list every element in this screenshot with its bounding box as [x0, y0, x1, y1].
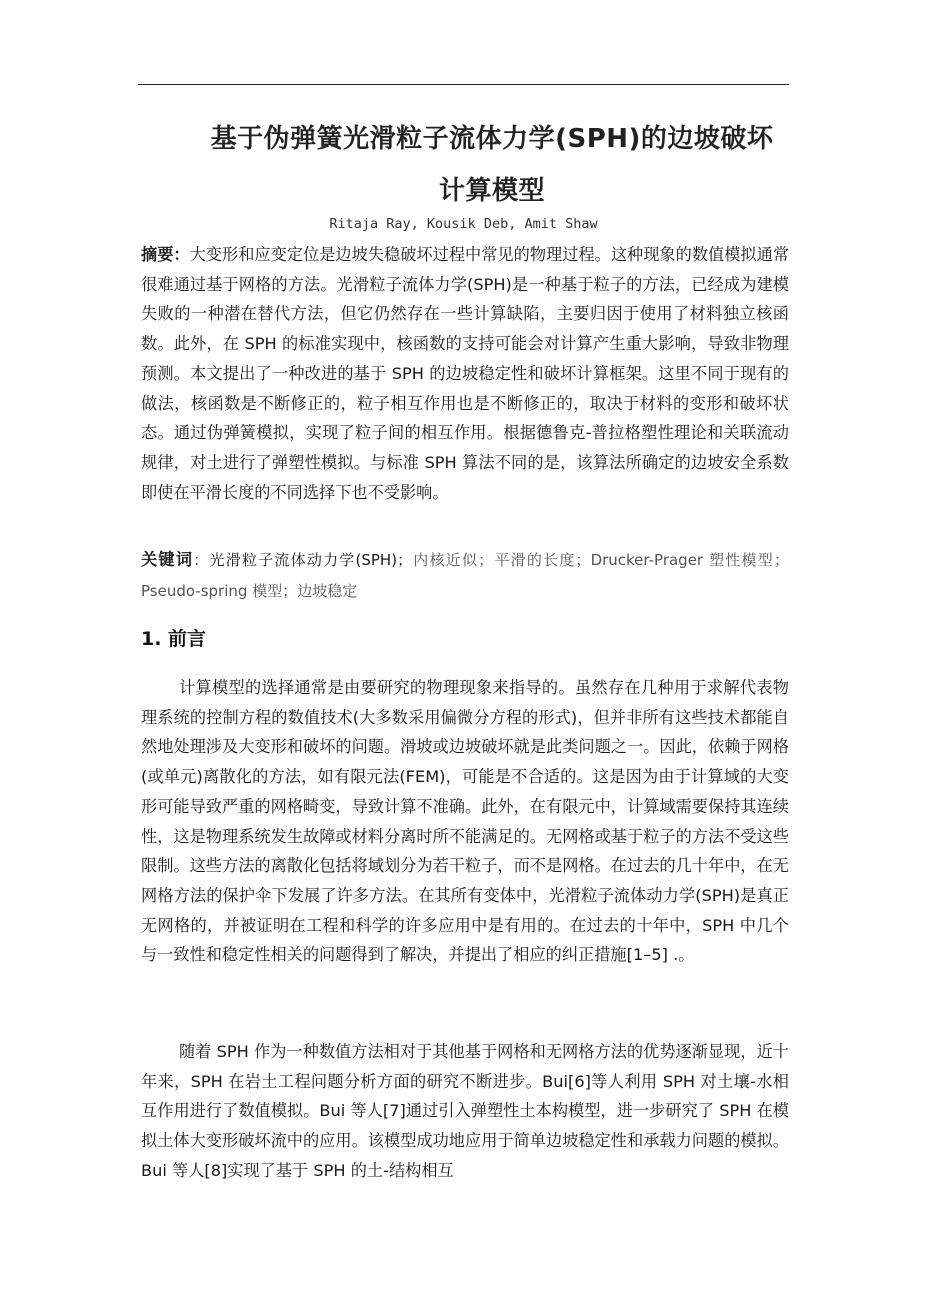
abstract-label: 摘要：	[141, 245, 190, 264]
keywords	[141, 545, 789, 606]
body-paragraph-2: 随着 SPH 作为一种数值方法相对于其他基于网格和无网格方法的优势逐渐显现，近十年来，SPH 在岩土工程问题分析方面的研究不断进步。Bui[6]等人利用 SPH 对土壤-水相互作用进行了数值模拟。Bui 等人[7]通过引入弹塑性土本构模型，进一步研究了 SPH 在模拟土体大变形破坏流中的应用。该模型成功地应用于简单边坡稳定性和承载力问题的模拟。Bui 等人[8]实现了基于 SPH 的土-结构相互	[141, 1042, 789, 1180]
keyword-sph: 光滑粒子流体动力学(SPH)；	[209, 551, 413, 569]
body-paragraph-1: 计算模型的选择通常是由要研究的物理现象来指导的。虽然存在几种用于求解代表物理系统的控制方程的数值技术(大多数采用偏微分方程的形式)，但并非所有这些技术都能自然地处理涉及大变形和破坏的问题。滑坡或边坡破坏就是此类问题之一。因此，依赖于网格(或单元)离散化的方法，如有限元法(FEM)，可能是不合适的。这是因为由于计算域的大变形可能导致严重的网格畸变，导致计算不准确。此外，在有限元中，计算域需要保持其连续性，这是物理系统发生故障或材料分离时所不能满足的。无网格或基于粒子的方法不受这些限制。这些方法的离散化包括将域划分为若干粒子，而不是网格。在过去的几十年中，在无网格方法的保护伞下发展了许多方法。在其所有变体中，光滑粒子流体动力学(SPH)是真正无网格的，并被证明在工程和科学的许多应用中是有用的。在过去的十年中，SPH 中几个与一致性和稳定性相关的问题得到了解决，并提出了相应的纠正措施[1–5] .。	[141, 678, 789, 965]
abstract	[141, 240, 789, 507]
paper-title-line-1: 基于伪弹簧光滑粒子流体力学(SPH)的边坡破坏	[210, 124, 774, 154]
keyword-list: 内核近似；平滑的长度；Drucker-Prager 塑性模型；Pseudo-spring 模型；边坡稳定	[141, 551, 789, 600]
header-rule	[138, 84, 789, 85]
keywords-separator: ：	[193, 551, 210, 569]
keywords-label: 关键词	[141, 550, 194, 569]
section-heading-introduction: 1. 前言	[141, 628, 207, 650]
paper-title-line-2: 计算模型	[438, 176, 545, 206]
author-list: Ritaja Ray, Kousik Deb, Amit Shaw	[329, 216, 598, 232]
abstract-text: 大变形和应变定位是边坡失稳破坏过程中常见的物理过程。这种现象的数值模拟通常很难通过基于网格的方法。光滑粒子流体力学(SPH)是一种基于粒子的方法，已经成为建模失败的一种潜在替代方法，但它仍然存在一些计算缺陷，主要归因于使用了材料独立核函数。此外，在 SPH 的标准实现中，核函数的支持可能会对计算产生重大影响，导致非物理预测。本文提出了一种改进的基于 SPH 的边坡稳定性和破坏计算框架。这里不同于现有的做法，核函数是不断修正的，粒子相互作用也是不断修正的，取决于材料的变形和破坏状态。通过伪弹簧模拟，实现了粒子间的相互作用。根据德鲁克-普拉格塑性理论和关联流动规律，对土进行了弹塑性模拟。与标准 SPH 算法不同的是，该算法所确定的边坡安全系数即使在平滑长度的不同选择下也不受影响。	[141, 245, 790, 502]
